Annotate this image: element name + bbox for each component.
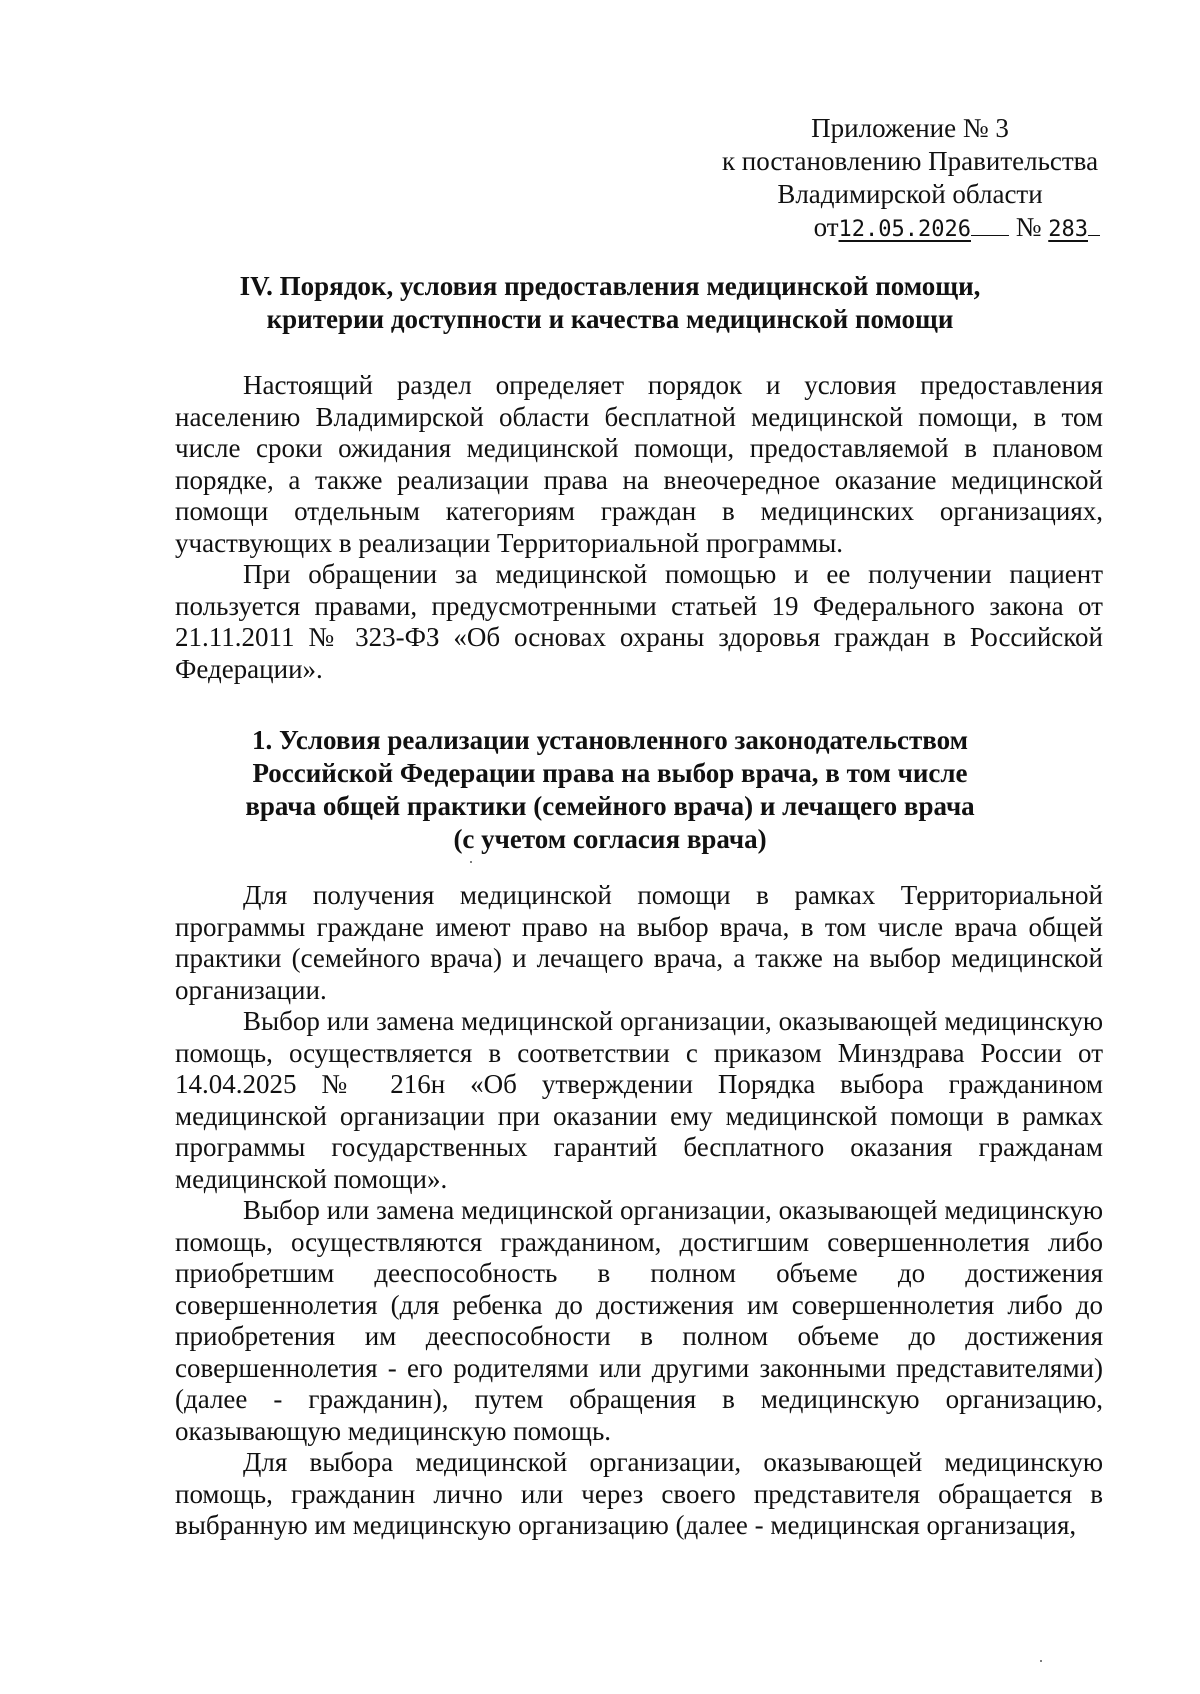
number-underline [1088,234,1100,236]
appendix-header [700,112,1120,246]
scan-speck [1040,1660,1042,1662]
subsection-title-line: Российской Федерации права на выбор врача, в том числе [252,758,968,788]
section-title-line: критерии доступности и качества медицинской помощи [266,304,954,334]
subsection-title-line: врача общей практики (семейного врача) и лечащего врача [245,791,975,821]
appendix-date-line [700,211,1120,246]
appendix-number: Приложение № 3 [811,113,1009,143]
paragraph: Настоящий раздел определяет порядок и условия предоставления населению Владимирской области бесплатной медицинской помощи, в том числе сроки ожидания медицинской помощи, предоставляемой в плановом порядке, а также реализации права на внеочередное оказание медицинской помощи отдельным категориям граждан в медицинских организациях, участвующих в реализации Территориальной программы. [175,370,1103,558]
resolution-number: 283 [1048,217,1088,242]
paragraph: Для получения медицинской помощи в рамках Территориальной программы граждане имеют право на выбор врача, в том числе врача общей практики (семейного врача) и лечащего врача, а также на выбор медицинской организации. [175,880,1103,1005]
number-label: № [1015,212,1042,242]
paragraph: Выбор или замена медицинской организации, оказывающей медицинскую помощь, осуществляются гражданином, достигшим совершеннолетия либо приобретшим дееспособность в полном объеме до достижения совершеннолетия (для ребенка до достижения им совершеннолетия либо до приобретения им дееспособности в полном объеме до достижения совершеннолетия - его родителями или другими законными представителями) (далее - гражданин), путем обращения в медицинскую организацию, оказывающую медицинскую помощь. [175,1195,1103,1446]
section-title-line: IV. Порядок, условия предоставления медицинской помощи, [239,271,981,301]
scan-speck [470,861,472,863]
section-title [170,270,1050,336]
appendix-resolution-ref: к постановлению Правительства [721,146,1099,176]
subsection-text [175,880,1103,1542]
date-underline [971,234,1009,236]
paragraph: Для выбора медицинской организации, оказывающей медицинскую помощь, гражданин лично или через своего представителя обращается в выбранную им медицинскую организацию (далее - медицинская организация, [175,1447,1103,1540]
paragraph: Выбор или замена медицинской организации, оказывающей медицинскую помощь, осуществляется в соответствии с приказом Минздрава России от 14.04.2025 № 216н «Об утверждении Порядка выбора гражданином медицинской организации при оказании ему медицинской помощи в рамках программы государственных гарантий бесплатного оказания гражданам медицинской помощи». [175,1006,1103,1194]
resolution-date: 12.05.2026 [838,217,971,242]
subsection-title [170,724,1050,856]
subsection-title-line: (с учетом согласия врача) [453,824,767,854]
intro-text [175,370,1103,685]
paragraph: При обращении за медицинской помощью и ее получении пациент пользуется правами, предусмотренными статьей 19 Федерального закона от 21.11.2011 № 323-ФЗ «Об основах охраны здоровья граждан в Российской Федерации». [175,559,1103,684]
subsection-title-line: 1. Условия реализации установленного законодательством [252,725,968,755]
from-label: от [813,212,839,242]
appendix-region: Владимирской области [777,179,1043,209]
